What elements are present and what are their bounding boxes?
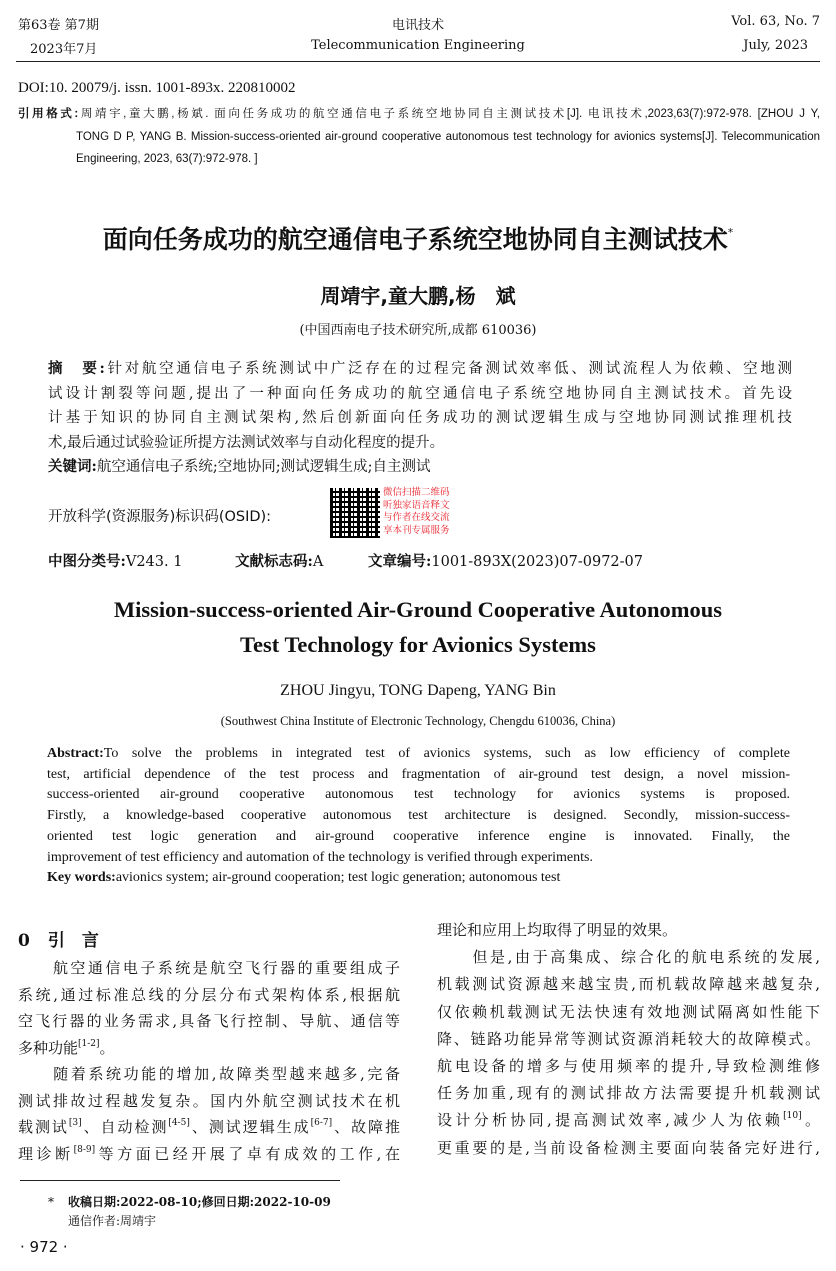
body-line [18, 1061, 400, 1088]
paper-title-en [0, 592, 836, 662]
abstract-line: oriented test logic generation and air-ground cooperative inference engine is innovated. Finally, the [47, 828, 790, 844]
body-text: 。 [801, 1111, 820, 1130]
affiliation-cn: (中国西南电子技术研究所,成都 610036) [299, 323, 537, 338]
clc-label: 中图分类号: [48, 553, 126, 570]
body-line [437, 1026, 820, 1053]
osid-line: 享本刊专属服务 [383, 524, 450, 536]
body-line [18, 982, 400, 1009]
header-rule [16, 61, 820, 62]
abstract-line: 计基于知识的协同自主测试架构,然后创新面向任务成功的测试逻辑生成与空地协同测试推理机技 [48, 410, 792, 426]
abstract-en-label: Abstract: [47, 746, 104, 761]
header-date-en: July, 2023 [743, 38, 808, 53]
abstract-line: Firstly, a knowledge-based cooperative autonomous test architecture is designed. Secondly, mission-success- [47, 808, 790, 824]
title-footnote-mark: * [727, 226, 734, 239]
body-line [437, 1107, 820, 1134]
body-line [18, 1114, 400, 1141]
citation-label: 引用格式: [18, 108, 79, 120]
body-text: 、测试逻辑生成 [189, 1118, 311, 1136]
body-text: 设计分析协同,提高测试效率,减少人为依赖 [437, 1111, 784, 1130]
body-text: 但是,由于高集成、综合化的航电系统的发展, [437, 948, 820, 967]
body-line [437, 1080, 820, 1107]
body-text: 机载测试资源越来越宝贵,而机载故障越来越复杂, [437, 975, 820, 994]
citation-ref[interactable]: [10] [783, 1111, 802, 1122]
header-volume-en: Vol. 63, No. 7 [731, 14, 820, 29]
body-text: 更重要的是,当前设备检测主要面向装备完好进行, [437, 1138, 820, 1157]
keywords-cn-label: 关键词: [48, 458, 97, 475]
title-en-line: Test Technology for Avionics Systems [240, 632, 596, 657]
affiliation-en: (Southwest China Institute of Electronic Technology, Chengdu 610036, China) [220, 714, 616, 728]
body-line [18, 955, 400, 982]
abstract-cn-label: 摘 要: [48, 360, 105, 377]
header-journal-en: Telecommunication Engineering [311, 38, 525, 53]
paper-title-cn: 面向任务成功的航空通信电子系统空地协同自主测试技术* [102, 225, 734, 254]
abstract-line: 术,最后通过试验验证所提方法测试效率与自动化程度的提升。 [48, 434, 445, 451]
keywords-en-label: Key words: [47, 870, 116, 886]
authors-en: ZHOU Jingyu, TONG Dapeng, YANG Bin [280, 682, 556, 699]
citation-ref[interactable]: [3] [68, 1118, 82, 1128]
body-text: 航空通信电子系统是航空飞行器的重要组成子 [18, 959, 400, 977]
body-text: 随着系统功能的增加,故障类型越来越多,完备 [18, 1065, 400, 1083]
doi: DOI:10. 20079/j. issn. 1001-893x. 220810002 [18, 80, 296, 96]
doc-code-label: 文献标志码: [235, 553, 313, 570]
body-text: 。 [99, 1038, 115, 1057]
qr-code[interactable] [330, 488, 380, 538]
footnote [48, 1193, 331, 1231]
abstract-line: To solve the problems in integrated test of avionics systems, such as low efficiency of complete [103, 746, 790, 761]
abstract-line: test, artificial dependence of the test process and fragmentation of air-ground test design, a novel mission- [47, 766, 790, 782]
body-right-column [437, 917, 820, 1162]
header-date-cn: 2023年7月 [30, 42, 98, 57]
header-journal-cn: 电讯技术 [391, 18, 444, 33]
body-text: 航电设备的增多与使用频率的提升,导致检测维修 [437, 1057, 820, 1076]
classification [48, 550, 643, 571]
authors-cn: 周靖宇,童大鹏,杨 斌 [320, 284, 516, 308]
section-number: 0 [18, 931, 30, 951]
footnote-mark: * [48, 1195, 54, 1209]
osid-label: 开放科学(资源服务)标识码(OSID): [48, 509, 272, 525]
body-text: 任务加重,现有的测试排故方法需要提升机载测试 [437, 1084, 820, 1103]
body-text: 、故障推 [332, 1118, 400, 1136]
citation [18, 103, 820, 171]
doc-code-value: A [312, 554, 324, 570]
article-number-value: 1001-893X(2023)07-0972-07 [431, 554, 643, 570]
citation-line: 周靖宇,童大鹏,杨斌. 面向任务成功的航空通信电子系统空地协同自主测试技术[J]. 电讯技术,2023,63(7):972-978. [ZHOU J Y, [78, 108, 820, 120]
body-left-column [18, 955, 400, 1167]
body-line [437, 1053, 820, 1080]
osid-line: 与作者在线交流 [383, 512, 450, 523]
body-line [437, 917, 820, 944]
abstract-line: 试设计割裂等问题,提出了一种面向任务成功的航空通信电子系统空地协同自主测试技术。首先设 [48, 385, 792, 402]
body-line [18, 1035, 400, 1062]
body-text: 测试排故过程越发复杂。国内外航空测试技术在机 [18, 1091, 400, 1110]
keywords-cn [48, 455, 792, 480]
body-text: 理诊断 [18, 1144, 74, 1163]
footnote-corresponding: 通信作者:周靖宇 [68, 1214, 157, 1228]
section-title: 引 言 [47, 931, 99, 951]
abstract-en [47, 744, 790, 889]
footnote-rule [20, 1180, 340, 1181]
body-text: 、自动检测 [81, 1118, 169, 1136]
body-text: 仅依赖机载测试无法快速有效地测试隔离如性能下 [437, 1002, 820, 1021]
keywords-en [47, 868, 790, 889]
body-text: 理论和应用上均取得了明显的效果。 [437, 921, 678, 939]
body-text: 多种功能 [18, 1038, 79, 1057]
citation-line: TONG D P, YANG B. Mission-success-oriented air-ground cooperative autonomous test technology for avionics systems[J]. Telecommunication [76, 130, 820, 143]
citation-ref[interactable]: [8-9] [73, 1144, 96, 1155]
body-line [18, 1008, 400, 1035]
body-text: 系统,通过标准总线的分层分布式架构体系,根据航 [18, 985, 400, 1004]
citation-ref[interactable]: [4-5] [168, 1118, 190, 1128]
citation-ref[interactable]: [6-7] [310, 1118, 333, 1128]
citation-ref[interactable]: [1-2] [78, 1038, 100, 1049]
osid-note [383, 487, 450, 537]
abstract-line: success-oriented air-ground cooperative autonomous test technology for avionics systems is proposed. [47, 787, 790, 803]
citation-line: Engineering, 2023, 63(7):972-978. ] [76, 153, 258, 165]
body-text: 载测试 [18, 1118, 69, 1136]
page-number: · 972 · [20, 1238, 68, 1256]
body-line [437, 944, 820, 971]
body-text: 等方面已经开展了卓有成效的工作,在 [95, 1144, 400, 1163]
abstract-line: 针对航空通信电子系统测试中广泛存在的过程完备测试效率低、测试流程人为依赖、空地测 [104, 361, 792, 377]
article-number-label: 文章编号: [368, 553, 432, 570]
header-volume: 第63卷 第7期 [18, 18, 99, 33]
keywords-cn-text: 航空通信电子系统;空地协同;测试逻辑生成;自主测试 [96, 459, 431, 475]
body-line [18, 1088, 400, 1115]
keywords-en-text: avionics system; air-ground cooperation; test logic generation; autonomous test [115, 870, 561, 886]
body-line [437, 971, 820, 998]
abstract-line: improvement of test efficiency and automation of the technology is verified through experiments. [47, 849, 593, 865]
title-en-line: Mission-success-oriented Air-Ground Cooperative Autonomous [113, 597, 723, 622]
clc-value: V243. 1 [125, 554, 183, 570]
osid-line: 微信扫描二维码 [383, 487, 450, 498]
body-text: 空飞行器的业务需求,具备飞行控制、导航、通信等 [18, 1012, 400, 1030]
osid-line: 听独家语音释文 [383, 499, 450, 511]
abstract-cn [48, 357, 792, 480]
body-line [18, 1141, 400, 1168]
section-heading [18, 926, 99, 951]
body-text: 降、链路功能异常等测试资源消耗较大的故障模式。 [437, 1029, 820, 1048]
body-line [437, 1135, 820, 1162]
body-line [437, 999, 820, 1026]
footnote-dates: 收稿日期:2022-08-10;修回日期:2022-10-09 [68, 1195, 331, 1209]
